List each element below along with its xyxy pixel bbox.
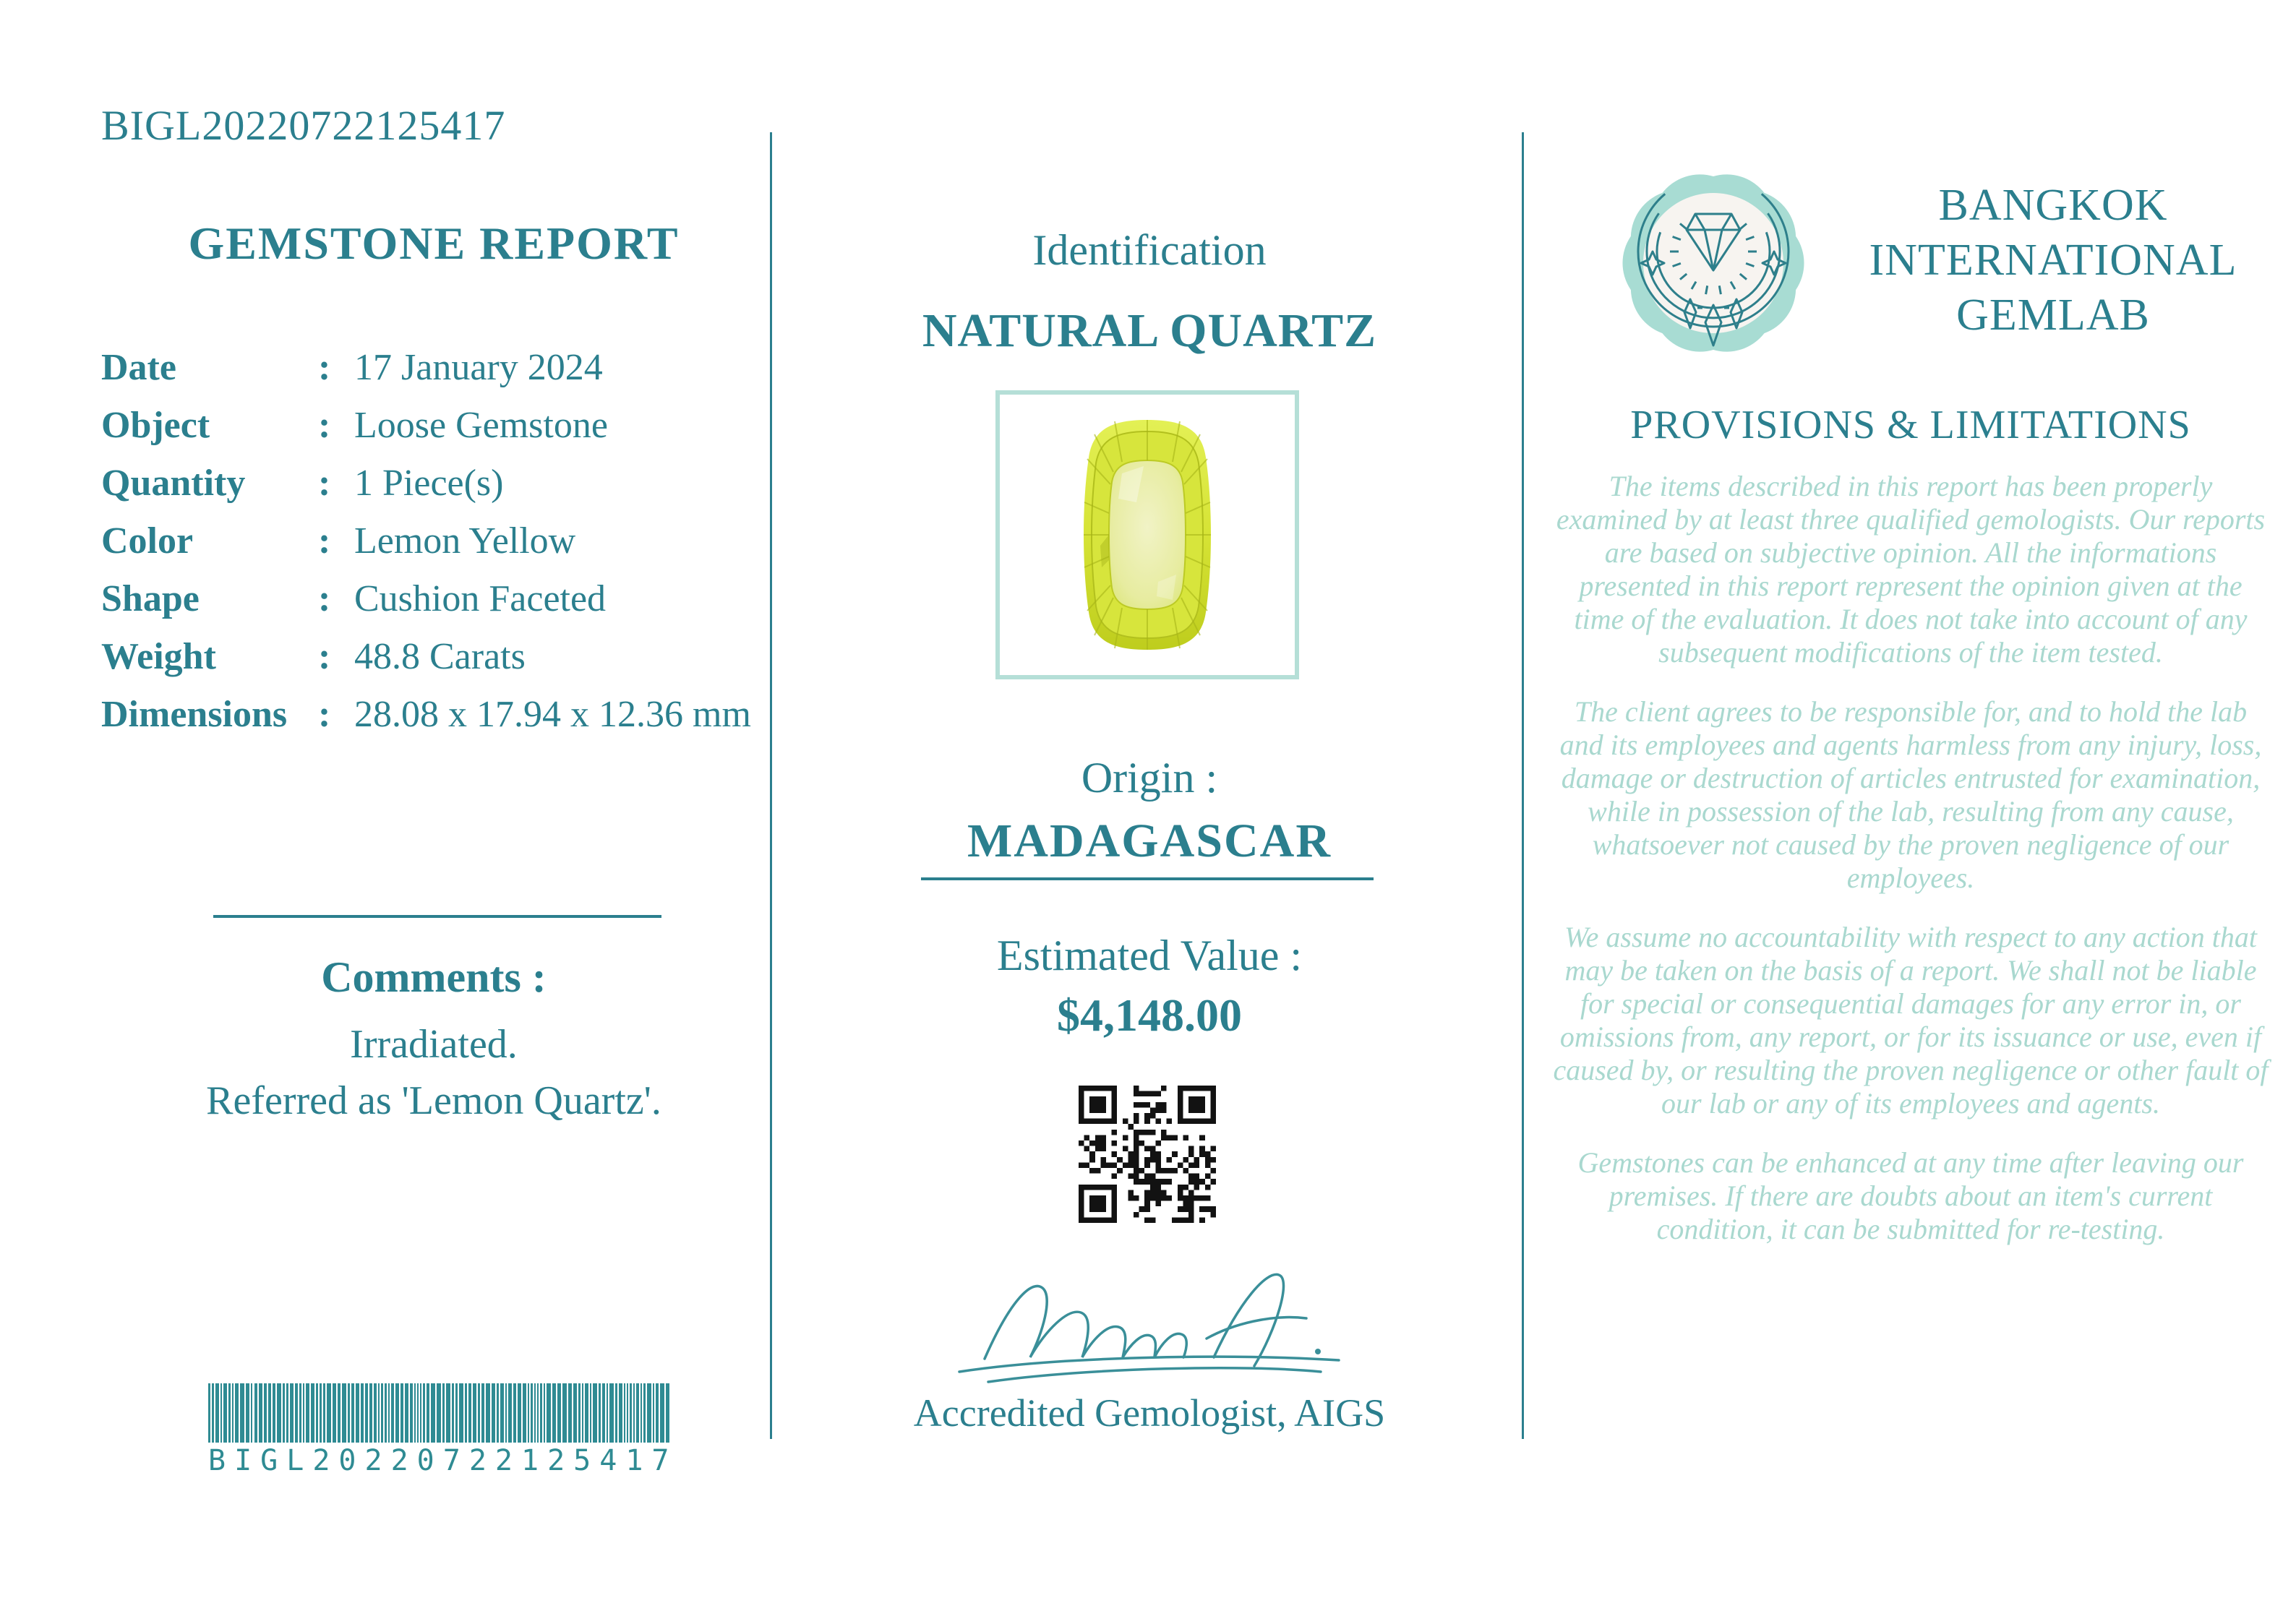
provisions-heading: PROVISIONS & LIMITATIONS xyxy=(1630,403,2191,447)
provisions-text xyxy=(1553,470,2269,1272)
report-title: GEMSTONE REPORT xyxy=(188,218,680,269)
table-row xyxy=(101,338,766,396)
detail-value: 17 January 2024 xyxy=(354,346,603,388)
comment-line: Irradiated. xyxy=(350,1022,518,1067)
gemologist-signature xyxy=(945,1258,1350,1395)
gem-species: NATURAL QUARTZ xyxy=(922,304,1377,357)
lab-name-line: GEMLAB xyxy=(1956,291,2150,340)
detail-label: Weight xyxy=(101,635,216,677)
table-row xyxy=(101,454,766,512)
detail-value: 48.8 Carats xyxy=(354,635,526,677)
barcode-text: BIGL20220722125417 xyxy=(208,1444,678,1477)
value-divider xyxy=(921,877,1374,880)
detail-colon: : xyxy=(318,693,331,735)
detail-value: Loose Gemstone xyxy=(354,404,608,446)
provisions-paragraph: The items described in this report has been properly examined by at least three qualified gemologists. Our reports are based on subjective opinion. All the informations presented in this report represent the opinion given at the time of the evaluation. It does not take into account of any subsequent modifications of the item tested. xyxy=(1556,470,2266,669)
barcode xyxy=(208,1383,678,1477)
detail-value: 1 Piece(s) xyxy=(354,462,504,504)
origin-label: Origin : xyxy=(1081,754,1218,802)
gem-photo xyxy=(1071,416,1223,654)
signatory-title: Accredited Gemologist, AIGS xyxy=(913,1391,1386,1435)
details-table xyxy=(101,338,766,743)
provisions-paragraph: We assume no accountability with respect to any action that may be taken on the basis of a report. We shall not be liable for special or consequential damages for any error in, or omissions from, any report, or for its issuance or use, even if caused by, or resulting the proven negligence or other fault of our lab or any of its employees and agents. xyxy=(1553,921,2269,1120)
estimated-value: $4,148.00 xyxy=(1057,989,1242,1041)
table-row xyxy=(101,512,766,570)
detail-colon: : xyxy=(318,520,331,562)
table-row xyxy=(101,685,766,743)
report-number: BIGL20220722125417 xyxy=(101,102,506,149)
provisions-paragraph: The client agrees to be responsible for, and to hold the lab and its employees and agents harmless from any injury, loss, damage or destruction of articles entrusted for examination, while in possession of the lab, resulting from any cause, whatsoever not caused by the proven negligence of our employees. xyxy=(1559,695,2262,894)
column-divider-left xyxy=(770,132,772,1439)
detail-label: Object xyxy=(101,404,210,446)
barcode-bars xyxy=(208,1383,674,1443)
detail-colon: : xyxy=(318,635,331,677)
qr-code xyxy=(1079,1086,1216,1223)
estimated-value-label: Estimated Value : xyxy=(996,932,1303,979)
table-row xyxy=(101,570,766,627)
detail-label: Date xyxy=(101,346,176,388)
gem-photo-frame xyxy=(995,390,1299,679)
detail-colon: : xyxy=(318,577,331,619)
provisions-paragraph: Gemstones can be enhanced at any time after leaving our premises. If there are doubts about an item's current condition, it can be submitted for re-testing. xyxy=(1577,1146,2244,1245)
column-divider-right xyxy=(1522,132,1524,1439)
comments-heading: Comments : xyxy=(321,953,547,1001)
detail-label: Shape xyxy=(101,577,200,619)
detail-label: Color xyxy=(101,520,194,562)
detail-colon: : xyxy=(318,462,331,504)
detail-value: Lemon Yellow xyxy=(354,520,576,562)
detail-value: 28.08 x 17.94 x 12.36 mm xyxy=(354,693,751,735)
origin-value: MADAGASCAR xyxy=(967,815,1332,867)
table-row xyxy=(101,396,766,454)
detail-label: Quantity xyxy=(101,462,246,504)
detail-colon: : xyxy=(318,404,331,446)
comment-line: Referred as 'Lemon Quartz'. xyxy=(206,1078,661,1123)
table-row xyxy=(101,627,766,685)
lab-name-line: BANGKOK xyxy=(1938,181,2168,230)
detail-value: Cushion Faceted xyxy=(354,577,607,619)
lab-name-line: INTERNATIONAL xyxy=(1869,236,2237,285)
lab-logo-icon xyxy=(1614,163,1813,363)
comments-section xyxy=(101,953,766,1124)
detail-colon: : xyxy=(318,346,331,388)
identification-heading: Identification xyxy=(1032,226,1267,274)
comments-divider xyxy=(213,915,661,918)
lab-name xyxy=(1829,178,2277,343)
detail-label: Dimensions xyxy=(101,693,288,735)
